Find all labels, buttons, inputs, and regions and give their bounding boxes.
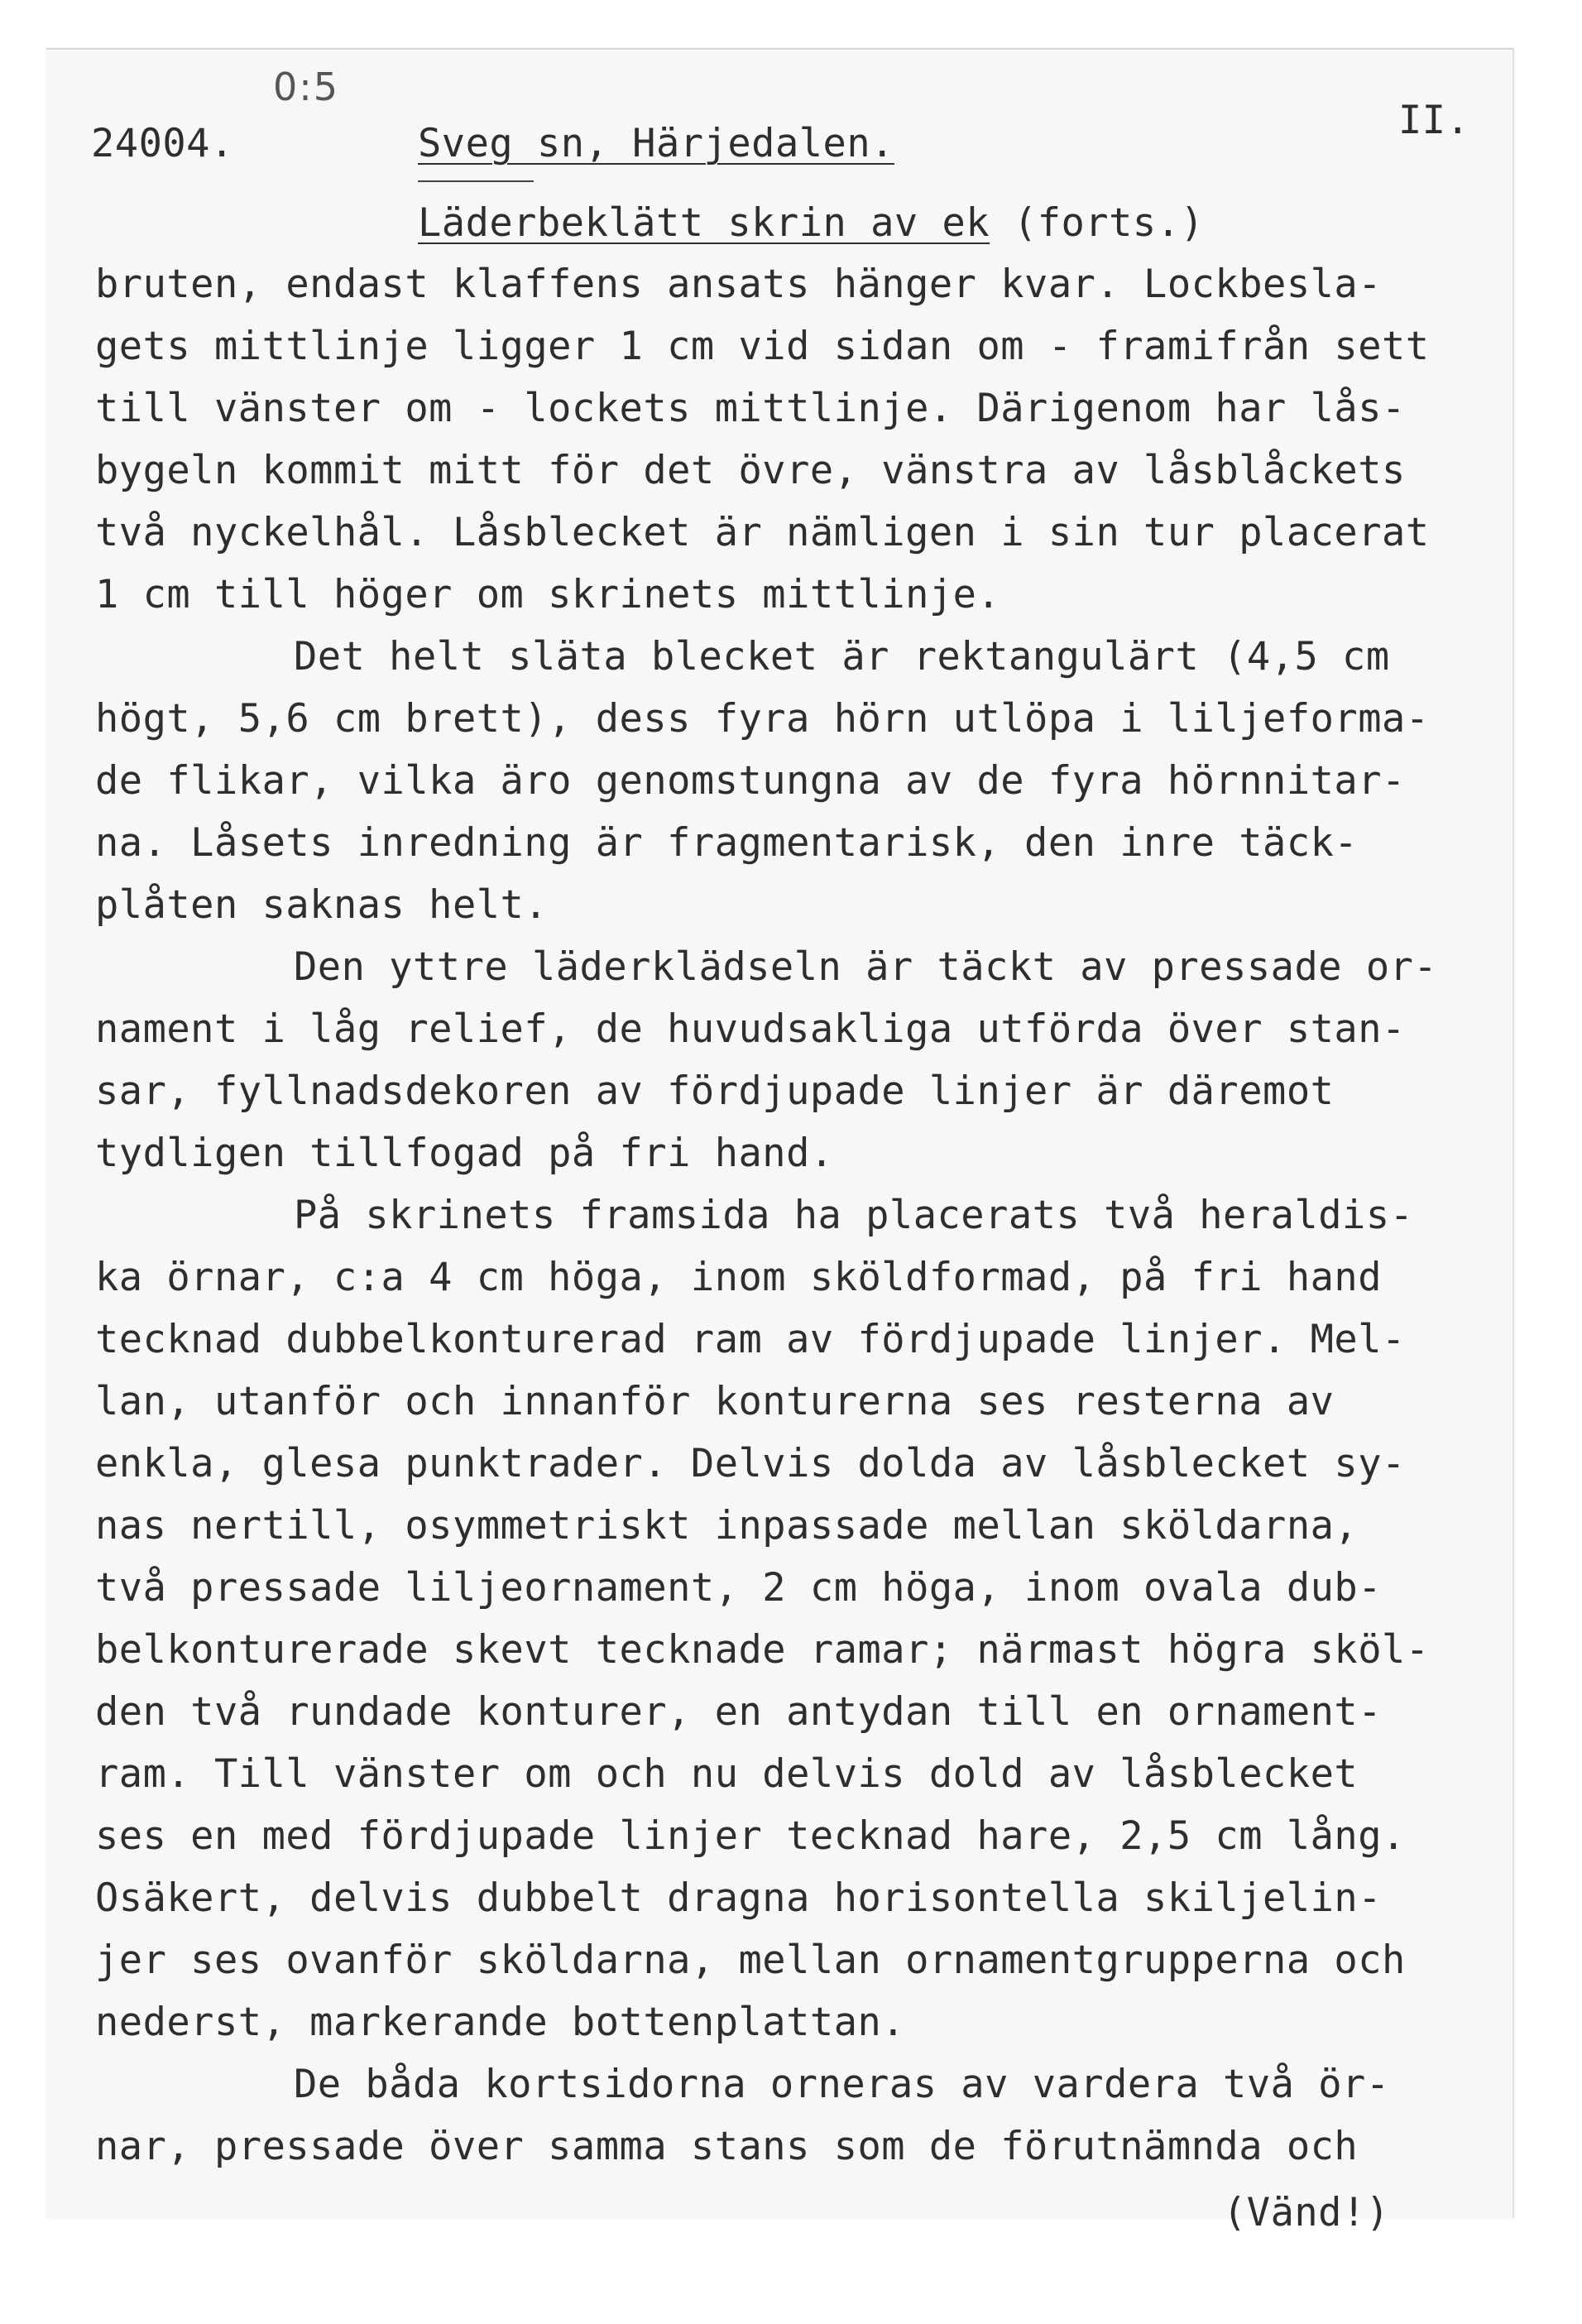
text-line: tecknad dubbelkonturerad ram av fördjupade linjer. Mel- xyxy=(95,1317,1406,1362)
text-line: till vänster om - lockets mittlinje. Därigenom har lås- xyxy=(95,386,1406,431)
object-title-suffix: (forts.) xyxy=(1013,200,1205,246)
text-line: na. Låsets inredning är fragmentarisk, den inre täck- xyxy=(95,820,1359,866)
text-line: lan, utanför och innanför konturerna ses resterna av xyxy=(95,1379,1335,1424)
text-line: Osäkert, delvis dubbelt dragna horisontella skiljelin- xyxy=(95,1875,1383,1921)
text-line: bruten, endast klaffens ansats hänger kvar. Lockbesla- xyxy=(95,262,1383,307)
text-line: plåten saknas helt. xyxy=(95,882,549,928)
text-line: De båda kortsidorna orneras av vardera två ör- xyxy=(294,2062,1390,2107)
heading-rule xyxy=(418,180,534,182)
text-line: nederst, markerande bottenplattan. xyxy=(95,2000,906,2045)
text-line: 1 cm till höger om skrinets mittlinje. xyxy=(95,572,1001,617)
text-line: ram. Till vänster om och nu delvis dold av låsblecket xyxy=(95,1751,1359,1797)
text-line: sar, fyllnadsdekoren av fördjupade linjer är däremot xyxy=(95,1068,1335,1114)
text-line: På skrinets framsida ha placerats två heraldis- xyxy=(294,1193,1414,1238)
place-heading: Sveg sn, Härjedalen. xyxy=(418,121,894,166)
text-line: högt, 5,6 cm brett), dess fyra hörn utlöpa i liljeforma- xyxy=(95,696,1430,742)
catalog-number: 24004. xyxy=(91,121,234,166)
text-line: ses en med fördjupade linjer tecknad hare, 2,5 cm lång. xyxy=(95,1813,1406,1859)
object-title-label: Läderbeklätt skrin av ek xyxy=(418,200,990,246)
text-line: nas nertill, osymmetriskt inpassade mellan sköldarna, xyxy=(95,1503,1359,1549)
text-line: belkonturerade skevt tecknade ramar; närmast högra sköl- xyxy=(95,1627,1430,1673)
text-line: de flikar, vilka äro genomstungna av de fyra hörnnitar- xyxy=(95,758,1406,804)
text-line: Den yttre läderklädseln är täckt av pressade or- xyxy=(294,944,1438,990)
text-line: två pressade liljeornament, 2 cm höga, inom ovala dub- xyxy=(95,1565,1383,1611)
text-line: Det helt släta blecket är rektangulärt (4,5 cm xyxy=(294,634,1390,679)
text-line: jer ses ovanför sköldarna, mellan ornamentgrupperna och xyxy=(95,1937,1406,1983)
turn-over-note: (Vänd!) xyxy=(1223,2190,1390,2235)
text-line: den två rundade konturer, en antydan till en ornament- xyxy=(95,1689,1383,1735)
object-title xyxy=(418,200,1205,246)
page-number: II. xyxy=(1398,98,1470,143)
text-line: ka örnar, c:a 4 cm höga, inom sköldformad, på fri hand xyxy=(95,1255,1383,1300)
text-line: tydligen tillfogad på fri hand. xyxy=(95,1131,834,1176)
text-line: nament i låg relief, de huvudsakliga utförda över stan- xyxy=(95,1006,1406,1052)
text-line: gets mittlinje ligger 1 cm vid sidan om - framifrån sett xyxy=(95,324,1430,369)
pencil-mark: 0:5 xyxy=(273,65,340,109)
text-line: enkla, glesa punktrader. Delvis dolda av låsblecket sy- xyxy=(95,1441,1406,1486)
text-line: nar, pressade över samma stans som de förutnämnda och xyxy=(95,2124,1359,2169)
text-line: två nyckelhål. Låsblecket är nämligen i sin tur placerat xyxy=(95,510,1430,555)
text-line: bygeln kommit mitt för det övre, vänstra av låsblåckets xyxy=(95,448,1406,493)
